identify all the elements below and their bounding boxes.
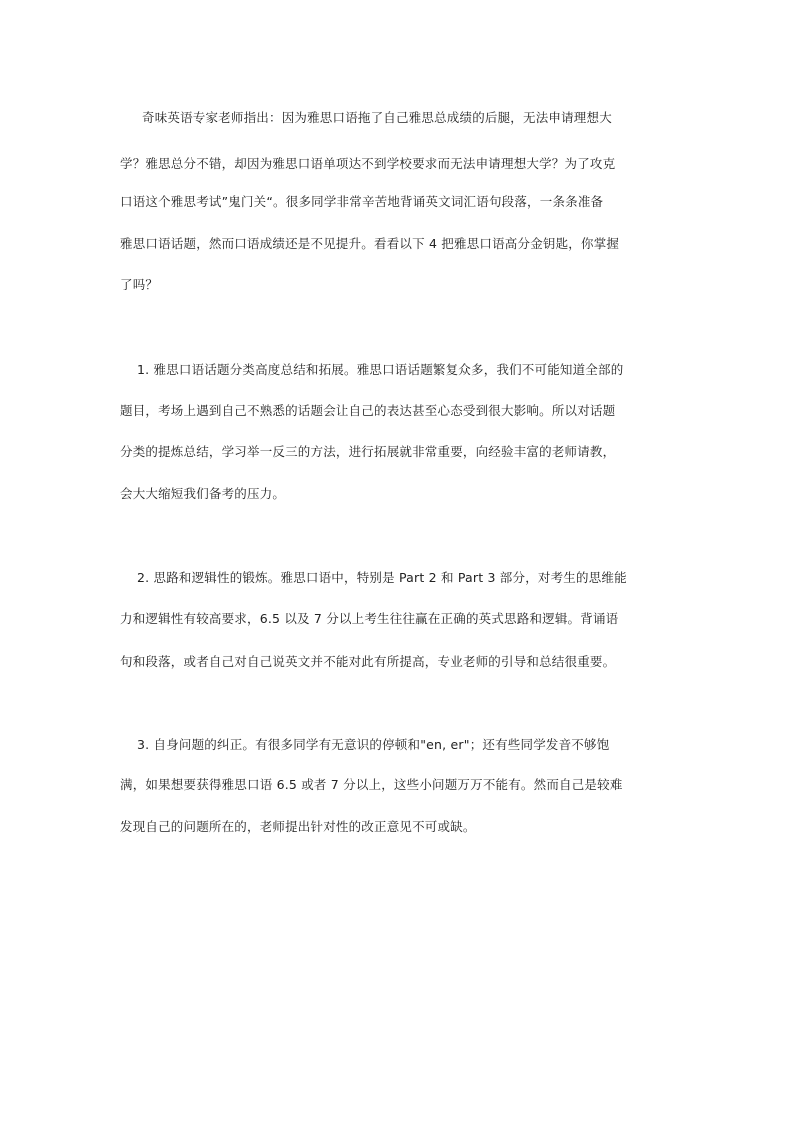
point-3-line-2: 满，如果想要获得雅思口语 6.5 或者 7 分以上，这些小问题万万不能有。然而自己是较难 (120, 777, 623, 792)
intro-line-5: 了吗？ (120, 277, 159, 292)
intro-line-3: 口语这个雅思考试”鬼门关“。很多同学非常辛苦地背诵英文词汇语句段落，一条条准备 (120, 194, 604, 209)
point-3-line-1: 3. 自身问题的纠正。有很多同学有无意识的停顿和"en, er"；还有些同学发音不够饱 (137, 737, 610, 752)
point-1-line-3: 分类的提炼总结，学习举一反三的方法，进行拓展就非常重要，向经验丰富的老师请教， (120, 444, 616, 459)
intro-line-1: 奇味英语专家老师指出：因为雅思口语拖了自己雅思总成绩的后腿，无法申请理想大 (142, 110, 612, 125)
point-2-line-1: 2. 思路和逻辑性的锻炼。雅思口语中，特别是 Part 2 和 Part 3 部分，对考生的思维能 (137, 570, 627, 585)
point-2-line-3: 句和段落，或者自己对自己说英文并不能对此有所提高，专业老师的引导和总结很重要。 (120, 654, 616, 669)
intro-line-2: 学？雅思总分不错，却因为雅思口语单项达不到学校要求而无法申请理想大学？为了攻克 (120, 156, 616, 171)
intro-line-4: 雅思口语话题，然而口语成绩还是不见提升。看看以下 4 把雅思口语高分金钥匙，你掌握 (120, 236, 620, 251)
point-1-line-2: 题目，考场上遇到自己不熟悉的话题会让自己的表达甚至心态受到很大影响。所以对话题 (120, 403, 616, 418)
point-1-line-1: 1. 雅思口语话题分类高度总结和拓展。雅思口语话题繁复众多，我们不可能知道全部的 (137, 362, 624, 377)
point-3-line-3: 发现自己的问题所在的，老师提出针对性的改正意见不可或缺。 (120, 819, 476, 834)
point-2-line-2: 力和逻辑性有较高要求，6.5 以及 7 分以上考生往往赢在正确的英式思路和逻辑。背诵语 (120, 611, 619, 626)
point-1-line-4: 会大大缩短我们备考的压力。 (120, 486, 286, 501)
